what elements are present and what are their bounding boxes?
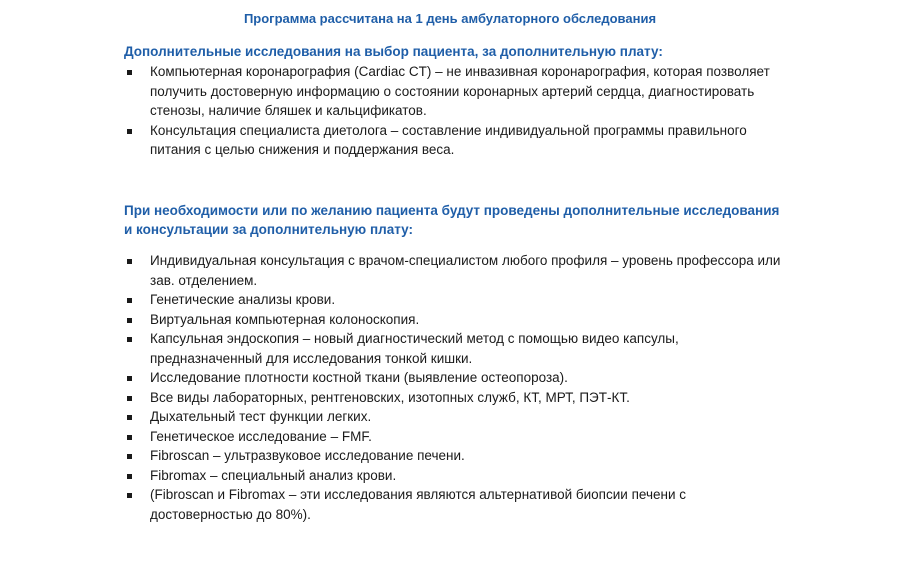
bullet-icon [127,259,132,264]
list-item-text: Fibroscan – ультразвуковое исследование печени. [150,448,465,463]
list-item [124,466,784,486]
list-item [124,121,784,160]
list-item-text: Исследование плотности костной ткани (выявление остеопороза). [150,370,568,385]
list-item [124,62,784,121]
document-title: Программа рассчитана на 1 день амбулаторного обследования [243,11,657,26]
list-item [124,329,784,368]
bullet-icon [127,415,132,420]
bullet-icon [127,337,132,342]
list-item [124,310,784,330]
bullet-icon [127,396,132,401]
list-item-text: Дыхательный тест функции легких. [150,409,372,424]
list-item-text: Капсульная эндоскопия – новый диагностический метод с помощью видео капсулы, предназначенный для исследования тонкой кишки. [150,331,679,366]
section-heading-optional-tests: Дополнительные исследования на выбор пациента, за дополнительную плату: [124,44,663,59]
list-item-text: Консультация специалиста диетолога – составление индивидуальной программы правильного питания с целью снижения и поддержания веса. [150,122,747,157]
list-item [124,388,784,408]
list-item-text: Индивидуальная консультация с врачом-специалистом любого профиля – уровень профессора или зав. отделением. [150,253,781,288]
optional-tests-list [124,62,784,160]
list-item [124,407,784,427]
bullet-icon [127,435,132,440]
list-item-text: (Fibroscan и Fibromax – эти исследования являются альтернативой биопсии печени с достоверностью до 80%). [150,487,686,522]
additional-services-list [124,251,784,524]
list-item-text: Fibromax – специальный анализ крови. [150,467,397,483]
list-item-text: Виртуальная компьютерная колоноскопия. [150,311,420,327]
bullet-icon [127,493,132,498]
list-item [124,485,784,524]
bullet-icon [127,298,132,303]
bullet-icon [127,474,132,479]
list-item [124,446,784,466]
list-item-text: Все виды лабораторных, рентгеновских, изотопных служб, КТ, МРТ, ПЭТ-КТ. [150,389,630,405]
list-item-text: Генетические анализы крови. [150,292,336,307]
list-item [124,290,784,310]
list-item [124,368,784,388]
list-item [124,251,784,290]
bullet-icon [127,70,132,75]
list-item-text: Генетическое исследование – FMF. [150,428,372,444]
bullet-icon [127,129,132,134]
bullet-icon [127,376,132,381]
list-item [124,427,784,447]
bullet-icon [127,318,132,323]
list-item-text: Компьютерная коронарография (Cardiac CT) – не инвазивная коронарография, которая позволяет получить достоверную информацию о состоянии коронарных артерий сердца, диагностировать стенозы, наличие бляшек и кальцификатов. [150,64,770,118]
section-heading-additional-services: При необходимости или по желанию пациента будут проведены дополнительные исследования и консультации за дополнительную плату: [124,203,780,237]
bullet-icon [127,454,132,459]
